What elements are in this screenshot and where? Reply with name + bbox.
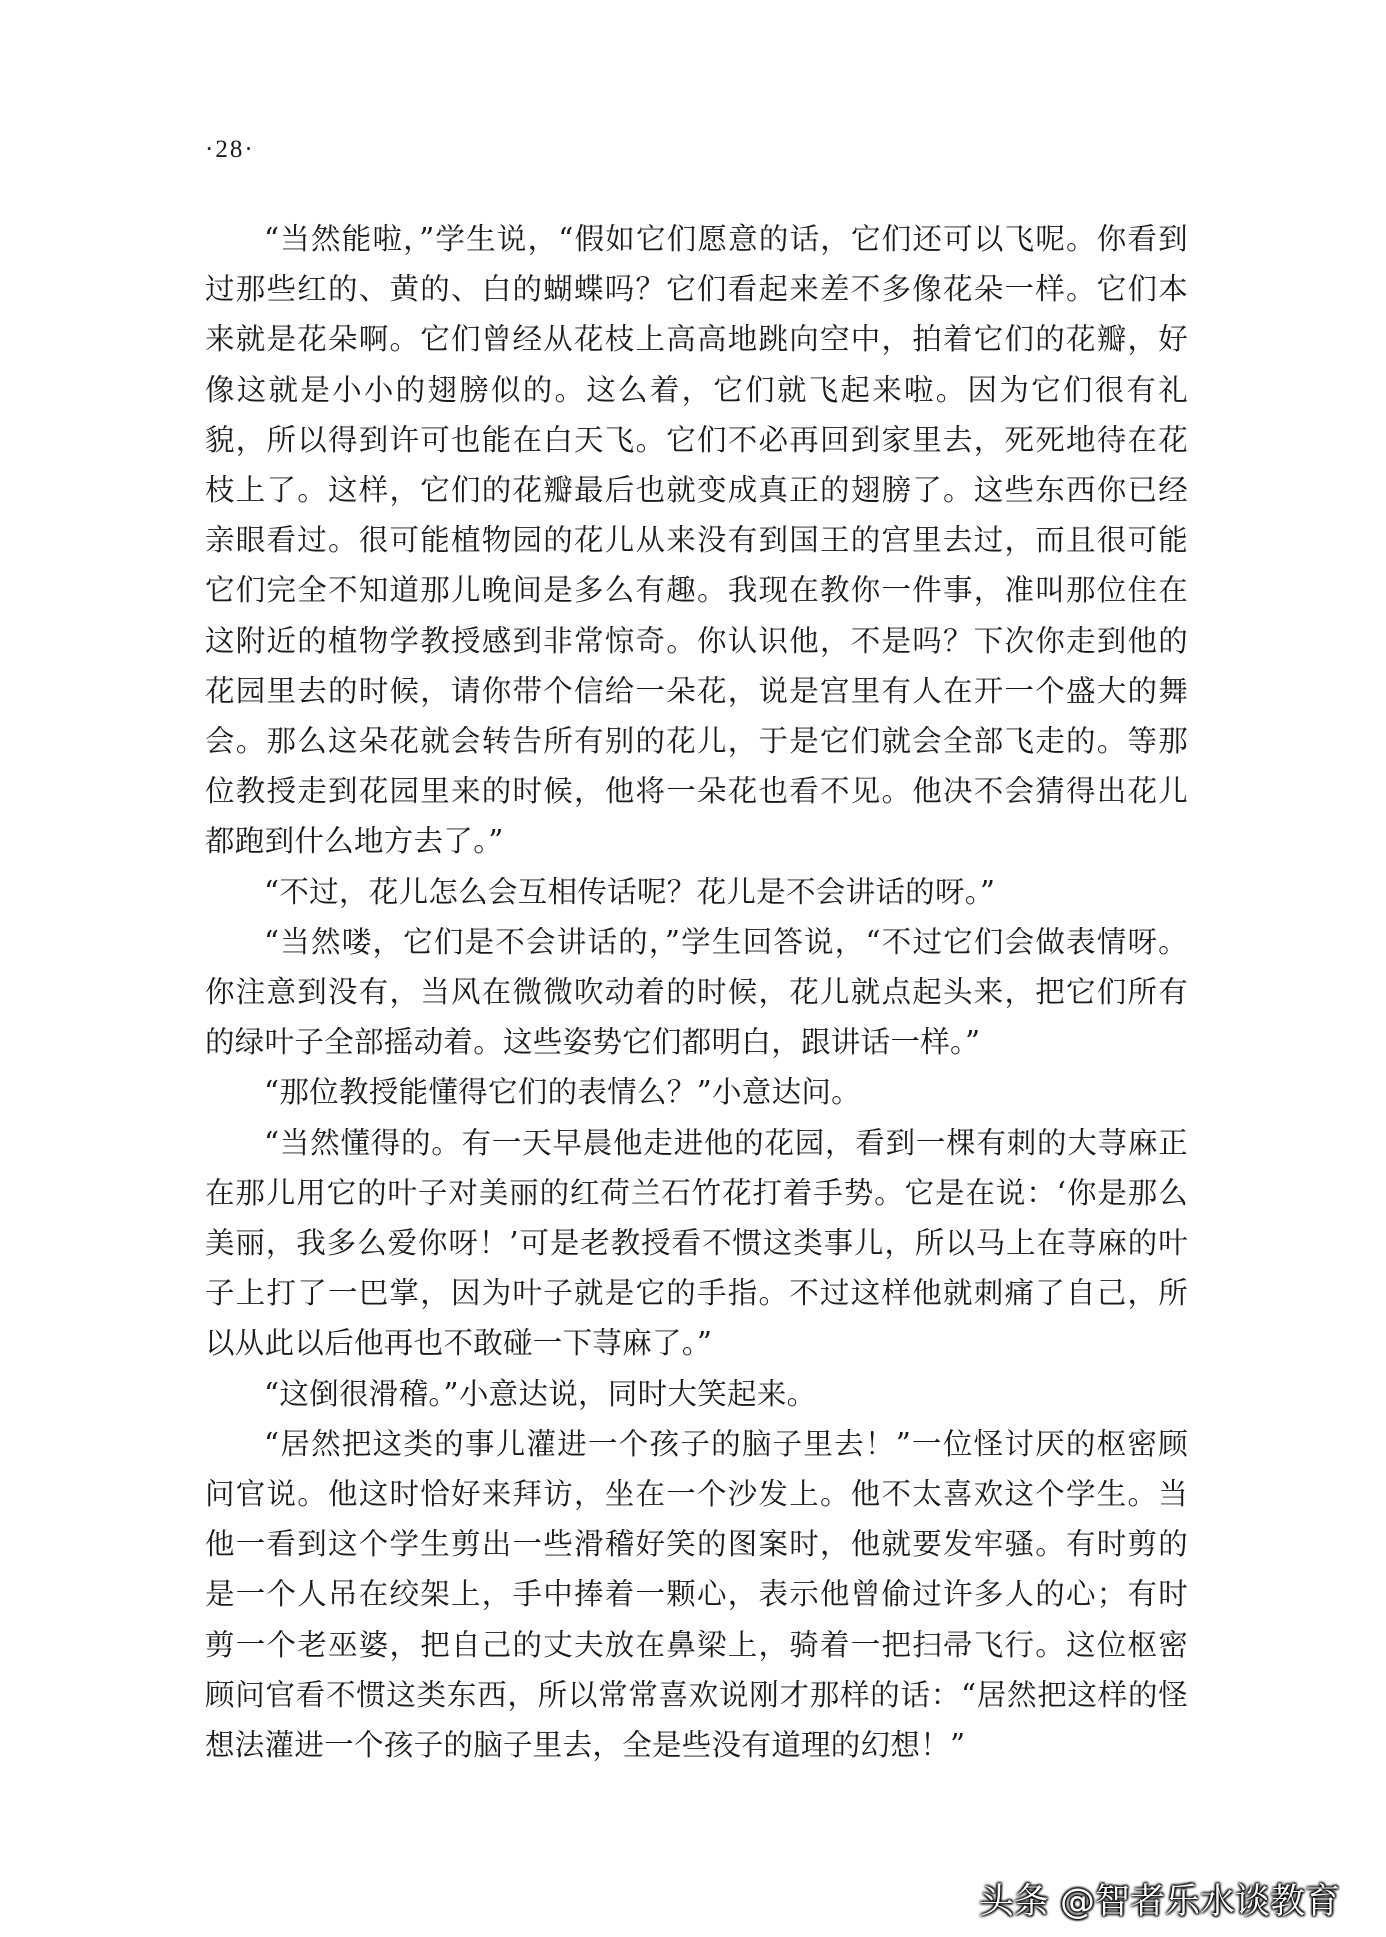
watermark: 头条 @智者乐水谈教育 [978, 1882, 1340, 1922]
paragraph-6: “这倒很滑稽。”小意达说，同时大笑起来。 [264, 1376, 817, 1411]
paragraph-1: “当然能啦，”学生说，“假如它们愿意的话，它们还可以飞呢。你看到过那些红的、黄的、白的蝴蝶吗？它们看起来差不多像花朵一样。它们本来就是花朵啊。它们曾经从花枝上高高地跳向空中，拍着它们的花瓣，好像这就是小小的翅膀似的。这么着，它们就飞起来啦。因为它们很有礼貌，所以得到许可也能在白天飞。它们不必再回到家里去，死死地待在花枝上了。这样，它们的花瓣最后也就变成真正的翅膀了。这些东西你已经亲眼看过。很可能植物园的花儿从来没有到国王的宫里去过，而且很可能它们完全不知道那儿晚间是多么有趣。我现在教你一件事，准叫那位住在这附近的植物学教授感到非常惊奇。你认识他，不是吗？下次你走到他的花园里去的时候，请你带个信给一朵花，说是宫里有人在开一个盛大的舞会。那么这朵花就会转告所有别的花儿，于是它们就会全部飞走的。等那位教授走到花园里来的时候，他将一朵花也看不见。他决不会猜得出花儿都跑到什么地方去了。” [205, 222, 1188, 859]
page-number: ·28· [205, 136, 255, 163]
paragraph-3: “当然喽，它们是不会讲话的，”学生回答说，“不过它们会做表情呀。你注意到没有，当风在微微吹动着的时候，花儿就点起头来，把它们所有的绿叶子全部摇动着。这些姿势它们都明白，跟讲话一样。” [205, 924, 1188, 1060]
paragraph-4: “那位教授能懂得它们的表情么？”小意达问。 [264, 1075, 861, 1110]
paragraph-2: “不过，花儿怎么会互相传话呢？花儿是不会讲话的呀。” [264, 874, 996, 909]
paragraph-7: “居然把这类的事儿灌进一个孩子的脑子里去！”一位怪讨厌的枢密顾问官说。他这时恰好来拜访，坐在一个沙发上。他不太喜欢这个学生。当他一看到这个学生剪出一些滑稽好笑的图案时，他就要发牢骚。有时剪的是一个人吊在绞架上，手中捧着一颗心，表示他曾偷过许多人的心；有时剪一个老巫婆，把自己的丈夫放在鼻梁上，骑着一把扫帚飞行。这位枢密顾问官看不惯这类东西，所以常常喜欢说刚才那样的话：“居然把这样的怪想法灌进一个孩子的脑子里去，全是些没有道理的幻想！” [205, 1426, 1188, 1763]
paragraph-5: “当然懂得的。有一天早晨他走进他的花园，看到一棵有刺的大荨麻正在那儿用它的叶子对美丽的红荷兰石竹花打着手势。它是在说：‘你是那么美丽，我多么爱你呀！’可是老教授看不惯这类事儿，所以马上在荨麻的叶子上打了一巴掌，因为叶子就是它的手指。不过这样他就刺痛了自己，所以从此以后他再也不敢碰一下荨麻了。” [205, 1125, 1188, 1361]
body-text [205, 214, 1188, 1770]
